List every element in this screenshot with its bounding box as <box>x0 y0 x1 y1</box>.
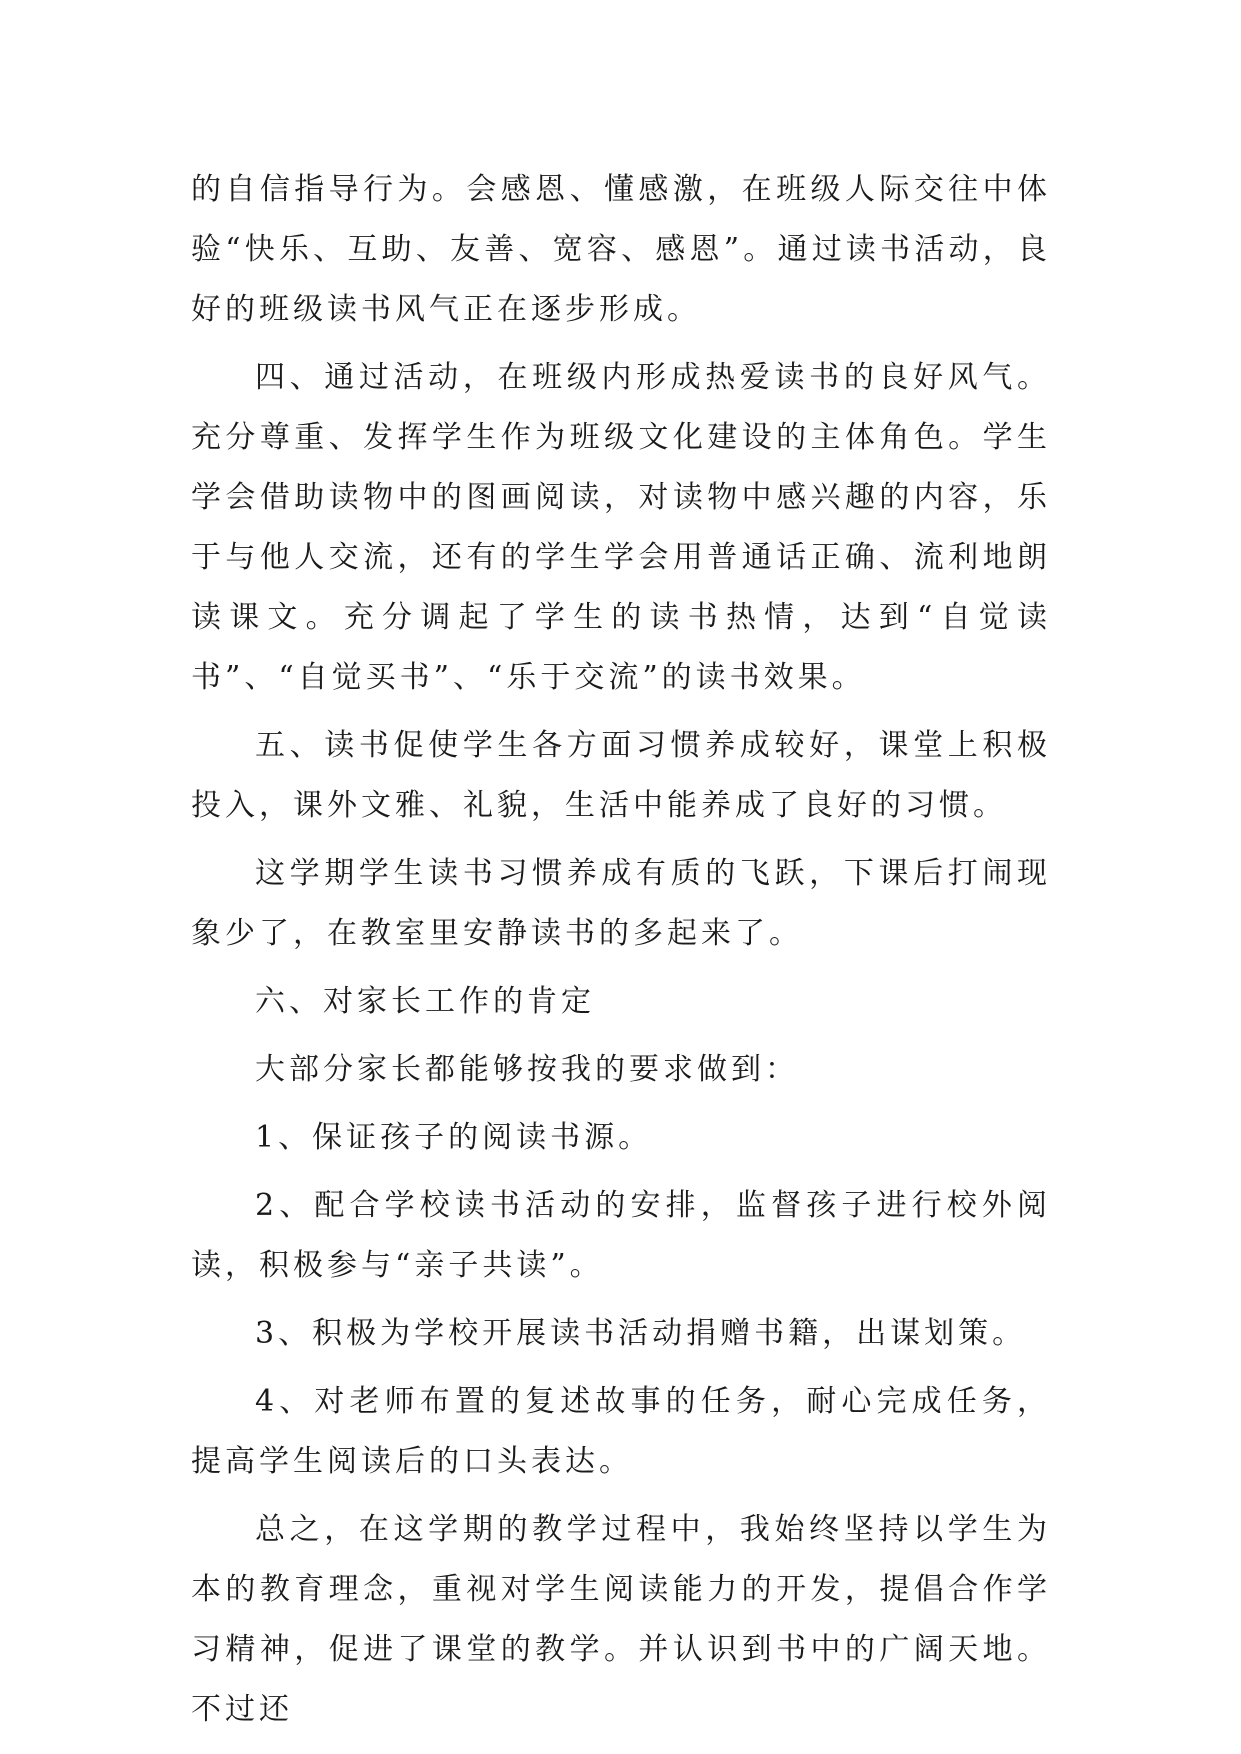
paragraph-continuation: 的自信指导行为。会感恩、懂感激，在班级人际交往中体验“快乐、互助、友善、宽容、感恩”。通过读书活动，良好的班级读书风气正在逐步形成。 <box>191 172 1051 327</box>
paragraph-reading-habits: 这学期学生读书习惯养成有质的飞跃，下课后打闹现象少了，在教室里安静读书的多起来了。 <box>191 856 1051 951</box>
paragraph-summary: 总之，在这学期的教学过程中，我始终坚持以学生为本的教育理念，重视对学生阅读能力的开发，提倡合作学习精神，促进了课堂的教学。并认识到书中的广阔天地。不过还 <box>191 1512 1051 1727</box>
paragraph-section-five: 五、读书促使学生各方面习惯养成较好，课堂上积极投入，课外文雅、礼貌，生活中能养成了良好的习惯。 <box>191 728 1051 823</box>
list-item-2: 2、配合学校读书活动的安排，监督孩子进行校外阅读，积极参与“亲子共读”。 <box>191 1188 1051 1283</box>
document-body <box>191 160 1051 1748</box>
paragraph-parents-intro: 大部分家长都能够按我的要求做到： <box>255 1052 799 1087</box>
list-item-1: 1、保证孩子的阅读书源。 <box>255 1120 653 1155</box>
list-item-3: 3、积极为学校开展读书活动捐赠书籍，出谋划策。 <box>255 1316 1027 1351</box>
list-item-4: 4、对老师布置的复述故事的任务，耐心完成任务，提高学生阅读后的口头表达。 <box>191 1384 1051 1479</box>
paragraph-section-four: 四、通过活动，在班级内形成热爱读书的良好风气。充分尊重、发挥学生作为班级文化建设的主体角色。学生学会借助读物中的图画阅读，对读物中感兴趣的内容，乐于与他人交流，还有的学生学会用普通话正确、流利地朗读课文。充分调起了学生的读书热情，达到“自觉读书”、“自觉买书”、“乐于交流”的读书效果。 <box>191 360 1051 695</box>
paragraph-section-six-heading: 六、对家长工作的肯定 <box>255 984 595 1019</box>
